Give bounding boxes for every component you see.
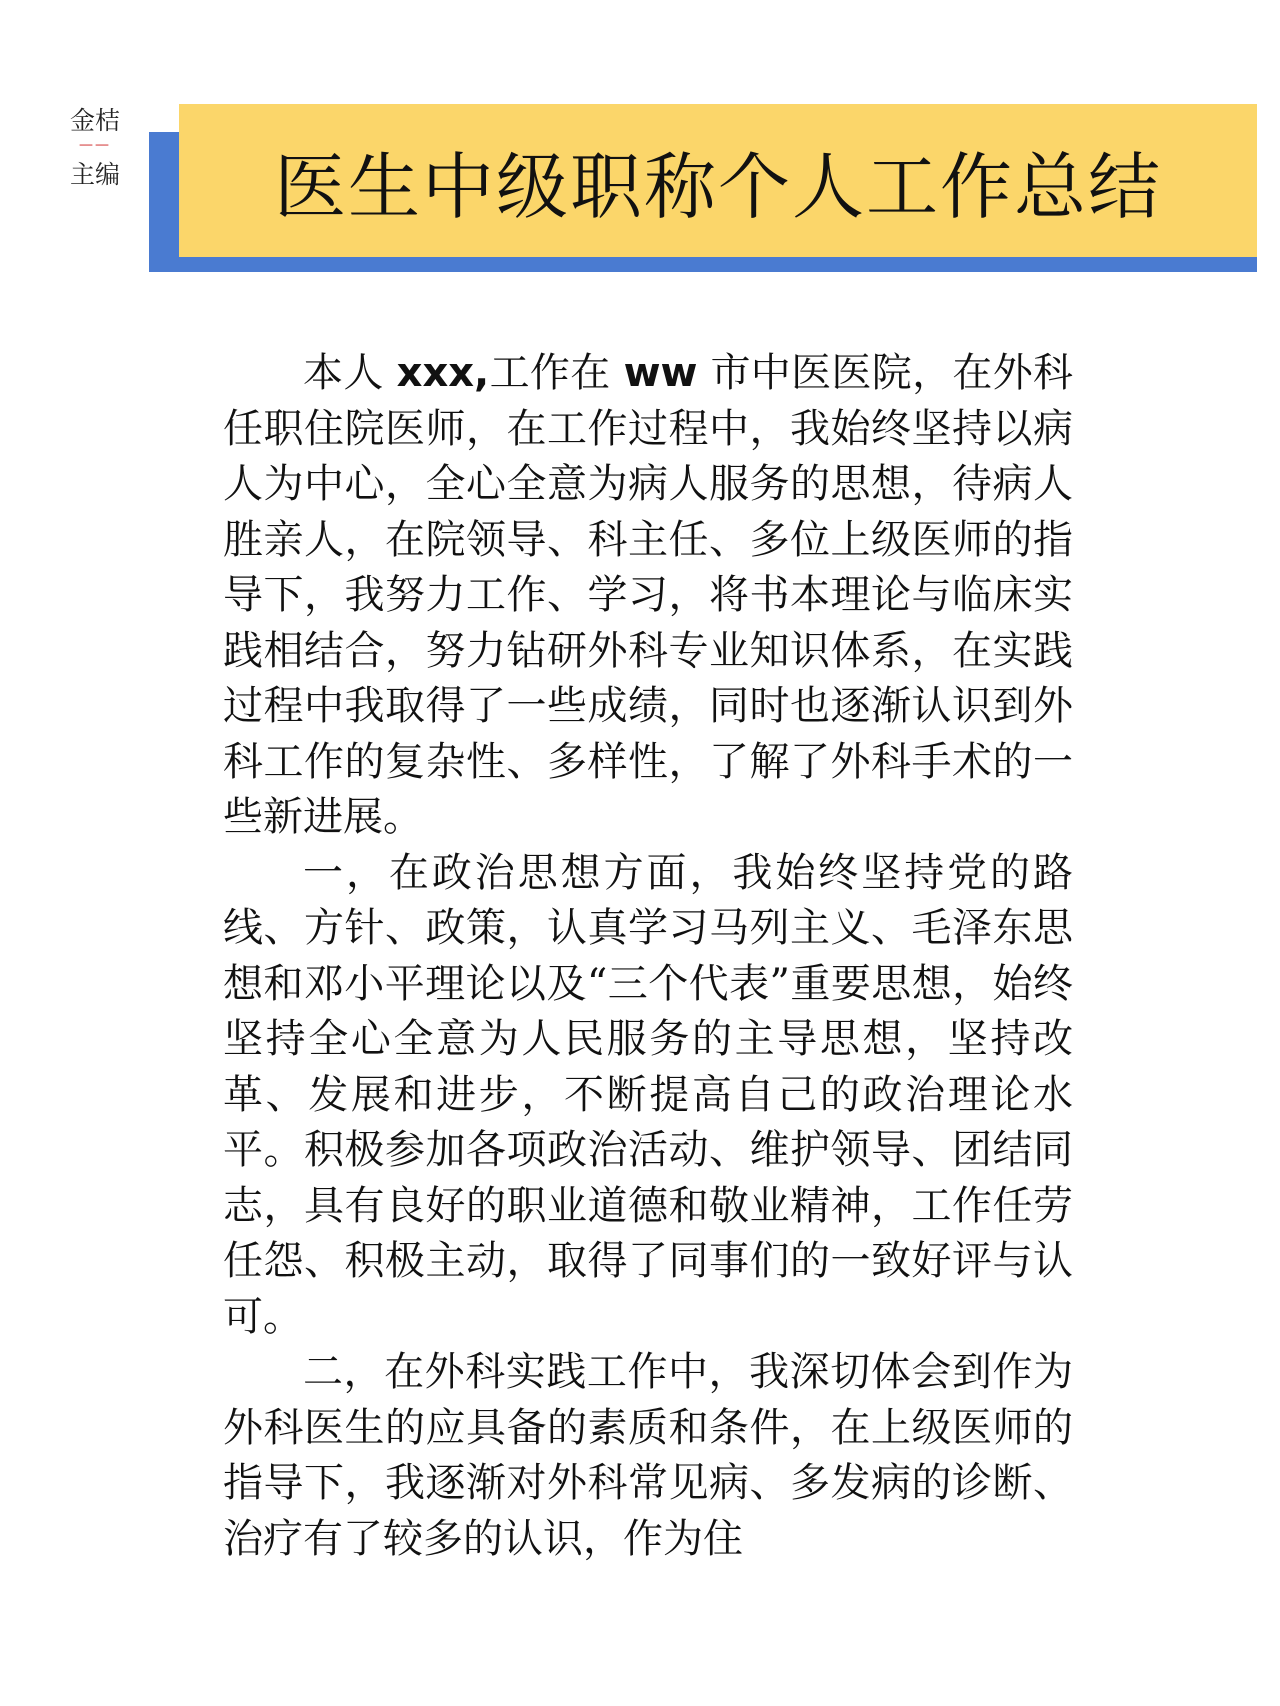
person-name: xxx, bbox=[396, 350, 490, 396]
paragraph-intro bbox=[223, 346, 1073, 846]
intro-text-mid: 工作在 bbox=[489, 350, 624, 396]
page-title: 医生中级职称个人工作总结 bbox=[273, 144, 1162, 229]
editor-role: 主编 bbox=[69, 160, 120, 189]
title-banner bbox=[179, 104, 1257, 257]
intro-text-rest: 市中医医院，在外科任职住院医师，在工作过程中，我始终坚持以病人为中心，全心全意为病人服务的思想，待病人胜亲人，在院领导、科主任、多位上级医师的指导下，我努力工作、学习，将书本理论与临床实践相结合，努力钻研外科专业知识体系，在实践过程中我取得了一些成绩，同时也逐渐认识到外科工作的复杂性、多样性，了解了外科手术的一些新进展。 bbox=[223, 350, 1074, 840]
intro-text-start: 本人 bbox=[303, 350, 397, 396]
editor-separator: —— bbox=[79, 137, 111, 153]
paragraph-political: 一，在政治思想方面，我始终坚持党的路线、方针、政策，认真学习马列主义、毛泽东思想和邓小平理论以及“三个代表”重要思想，始终坚持全心全意为人民服务的主导思想，坚持改革、发展和进步，不断提高自己的政治理论水平。积极参加各项政治活动、维护领导、团结同志，具有良好的职业道德和敬业精神，工作任劳任怨、积极主动，取得了同事们的一致好评与认可。 bbox=[223, 849, 1073, 1340]
paragraph-practice: 二，在外科实践工作中，我深切体会到作为外科医生的应具备的素质和条件，在上级医师的指导下，我逐渐对外科常见病、多发病的诊断、治疗有了较多的认识，作为住 bbox=[223, 1349, 1073, 1562]
editor-name: 金桔 bbox=[69, 106, 120, 135]
city-name: ww bbox=[623, 350, 698, 396]
editor-credit bbox=[62, 104, 128, 192]
document-body bbox=[223, 346, 1073, 1567]
